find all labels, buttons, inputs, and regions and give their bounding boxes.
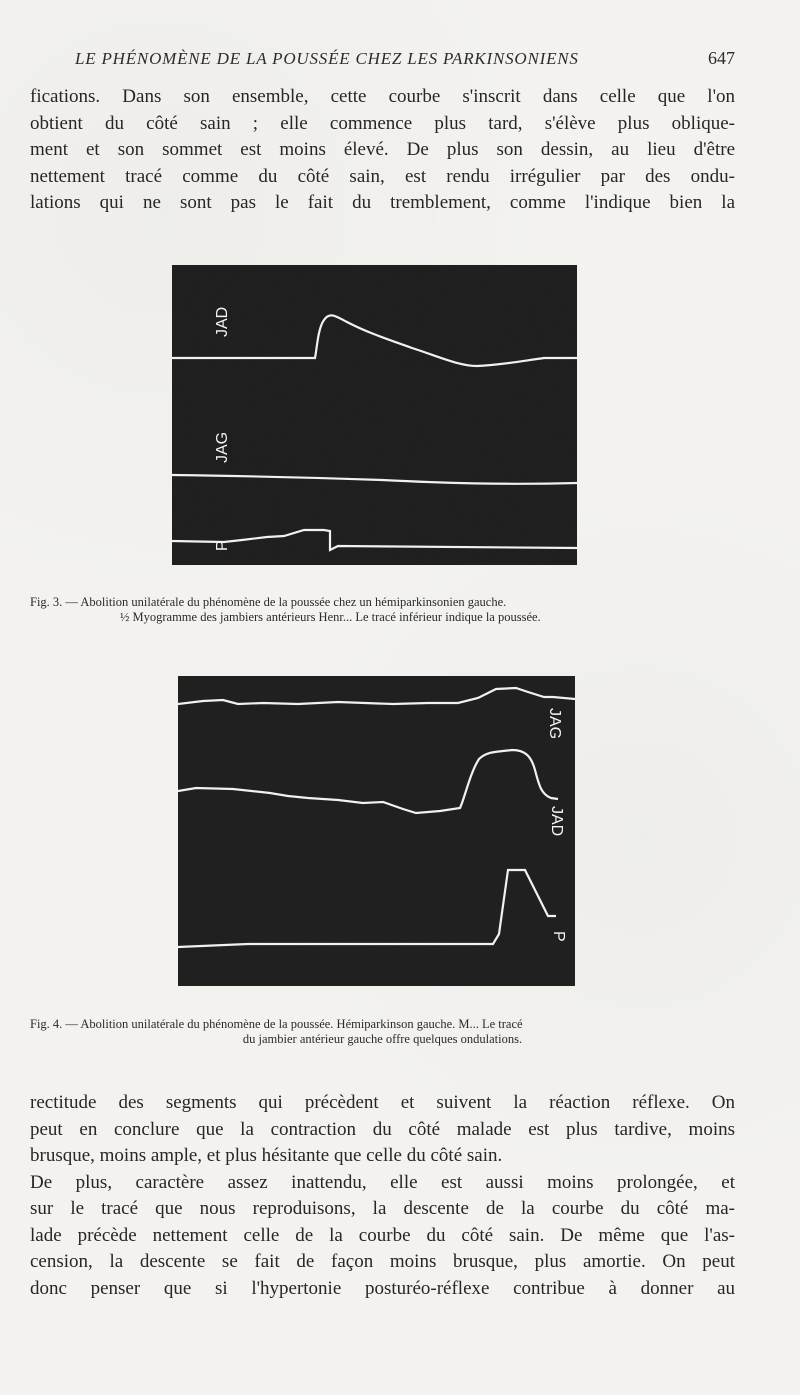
- figure-3-image: [172, 265, 577, 565]
- paragraph-bottom-line: cension, la descente se fait de façon moins brusque, plus amortie. On peut: [30, 1251, 735, 1272]
- paragraph-bottom-line: rectitude des segments qui précèdent et suivent la réaction réflexe. On: [30, 1092, 735, 1113]
- figure-3-caption-line: ½ Myogramme des jambiers antérieurs Henr... Le tracé inférieur indique la poussée.: [120, 610, 541, 624]
- figure-3-caption-line: Fig. 3. — Abolition unilatérale du phénomène de la poussée chez un hémiparkinsonien gauche.: [30, 595, 507, 609]
- running-title: LE PHÉNOMÈNE DE LA POUSSÉE CHEZ LES PARKINSONIENS: [75, 49, 579, 68]
- paragraph-bottom-line: donc penser que si l'hypertonie posturéo-réflexe contribue à donner au: [30, 1277, 735, 1299]
- figure-4-label-jad: JAD: [548, 806, 565, 837]
- paragraph-bottom-line: peut en conclure que la contraction du côté malade est plus tardive, moins: [30, 1118, 735, 1140]
- figure-4-grain: [178, 676, 575, 986]
- figure-3-trace-plot: [172, 265, 577, 565]
- figure-4-caption-line: Fig. 4. — Abolition unilatérale du phénomène de la poussée. Hémiparkinson gauche. M... Le tracé: [30, 1017, 523, 1031]
- figure-4-caption-line: du jambier antérieur gauche offre quelques ondulations.: [242, 1032, 523, 1046]
- paragraph-top-line: fications. Dans son ensemble, cette courbe s'inscrit dans celle que l'on: [30, 86, 735, 107]
- figure-4-image: [178, 676, 575, 986]
- paragraph-bottom-line: brusque, moins ample, et plus hésitante que celle du côté sain.: [30, 1145, 503, 1166]
- figure-3-caption: [30, 595, 735, 625]
- paragraph-top-line: obtient du côté sain ; elle commence plus tard, s'élève plus oblique-: [30, 112, 735, 134]
- paragraph-top-line: nettement tracé comme du côté sain, est rendu irrégulier par des ondu-: [30, 165, 735, 187]
- figure-3-grain: [172, 265, 577, 565]
- paragraph-top-line: ment et son sommet est moins élevé. De plus son dessin, au lieu d'être: [30, 139, 735, 160]
- figure-3-label-p: P: [214, 540, 231, 551]
- paragraph-bottom-line: De plus, caractère assez inattendu, elle est aussi moins prolongée, et: [30, 1171, 735, 1193]
- page-number: 647: [708, 48, 735, 68]
- paragraph-top: [30, 84, 735, 217]
- paragraph-bottom-line: lade précède nettement celle de la courbe du côté sain. De même que l'as-: [30, 1224, 735, 1246]
- paragraph-bottom-line: sur le tracé que nous reproduisons, la descente de la courbe du côté ma-: [30, 1198, 735, 1219]
- figure-3-label-jad: JAD: [214, 306, 231, 337]
- figure-4-label-p: P: [550, 931, 567, 942]
- paragraph-bottom: [30, 1090, 735, 1302]
- running-header: [75, 48, 735, 69]
- figure-4-caption: [30, 1017, 735, 1047]
- paragraph-top-line: lations qui ne sont pas le fait du tremblement, comme l'indique bien la: [30, 192, 735, 213]
- figure-4-trace-plot: [178, 676, 575, 986]
- figure-4-label-jag: JAG: [546, 708, 563, 740]
- figure-3-label-jag: JAG: [214, 431, 231, 463]
